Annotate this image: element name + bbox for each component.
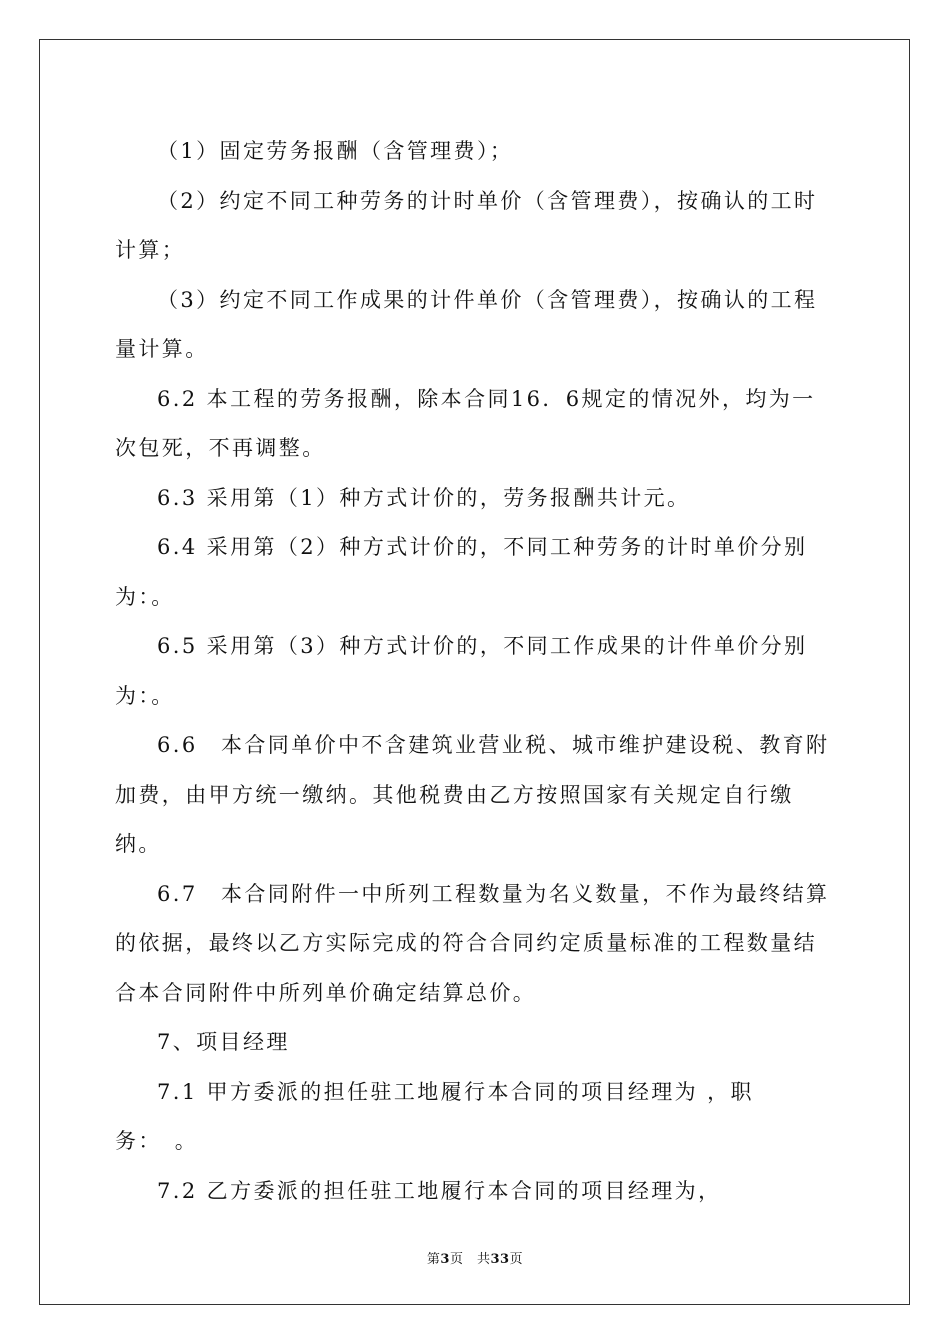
paragraph-4: 6.2 本工程的劳务报酬，除本合同16．6规定的情况外，均为一次包死，不再调整。 (115, 386, 816, 460)
paragraph-7: 6.5 采用第（3）种方式计价的，不同工作成果的计件单价分别为：。 (115, 634, 808, 708)
section-heading: 7、项目经理 (157, 1030, 290, 1054)
paragraph-1: （1）固定劳务报酬（含管理费）； (157, 139, 514, 163)
paragraph-9: 6.7 本合同附件一中所列工程数量为名义数量，不作为最终结算的依据，最终以乙方实际完成的符合合同约定质量标准的工程数量结合本合同附件中所列单价确定结算总价。 (115, 881, 830, 1005)
paragraph-11: 7.1 甲方委派的担任驻工地履行本合同的项目经理为 ，职务： 。 (115, 1079, 754, 1153)
footer-mid: 页 共 (449, 1252, 491, 1267)
footer-suffix: 页 (509, 1252, 524, 1267)
footer-total-pages: 33 (490, 1252, 510, 1267)
paragraph-8: 6.6 本合同单价中不含建筑业营业税、城市维护建设税、教育附加费，由甲方统一缴纳。其他税费由乙方按照国家有关规定自行缴纳。 (115, 733, 830, 856)
footer-prefix: 第 (426, 1252, 441, 1267)
page-footer (0, 1248, 950, 1267)
footer-current-page: 3 (440, 1252, 450, 1267)
paragraph-12: 7.2 乙方委派的担任驻工地履行本合同的项目经理为， (157, 1178, 722, 1203)
paragraph-6: 6.4 采用第（2）种方式计价的，不同工种劳务的计时单价分别为：。 (115, 535, 808, 609)
paragraph-2: （2）约定不同工种劳务的计时单价（含管理费），按确认的工时计算； (115, 188, 818, 262)
document-body (115, 127, 837, 1216)
paragraph-5: 6.3 采用第（1）种方式计价的，劳务报酬共计元。 (157, 485, 691, 510)
paragraph-3: （3）约定不同工作成果的计件单价（含管理费），按确认的工程量计算。 (115, 287, 818, 361)
